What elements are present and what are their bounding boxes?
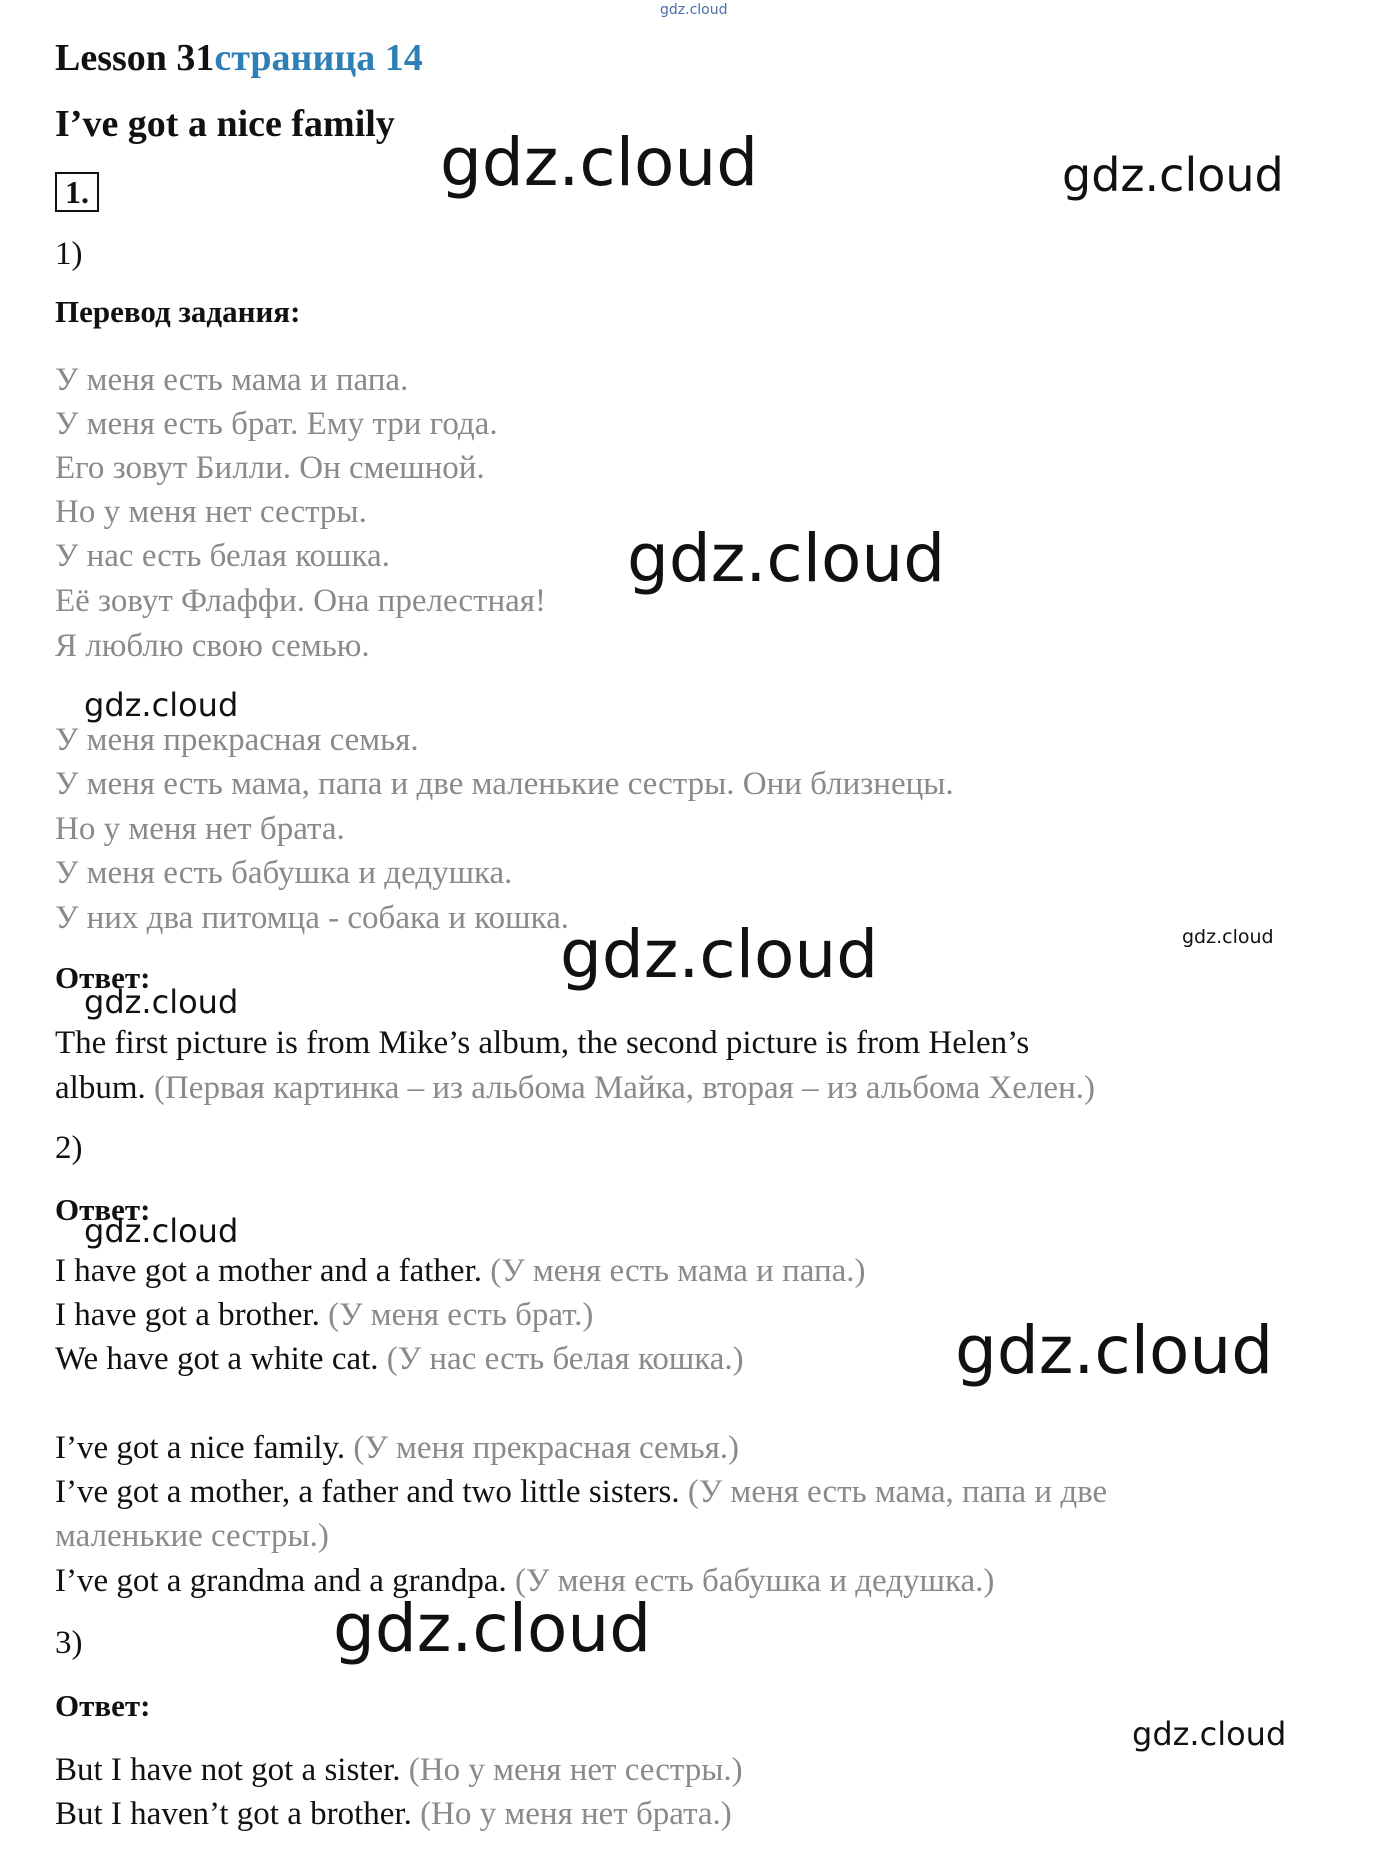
answer-ru: (У меня есть бабушка и дедушка.)	[514, 1563, 995, 1599]
translation-line: У них два питомца - собака и кошка.	[55, 900, 569, 936]
part2-label: 2)	[55, 1130, 83, 1166]
watermark: gdz.cloud	[955, 1312, 1274, 1389]
answer-ru: (У меня есть мама, папа и две	[687, 1474, 1108, 1510]
answer-line	[55, 1297, 593, 1334]
translation-line: Но у меня нет брата.	[55, 811, 345, 847]
answer-ru: (Но у меня нет брата.)	[420, 1796, 732, 1832]
watermark: gdz.cloud	[84, 686, 239, 724]
watermark-top: gdz.cloud	[660, 2, 728, 18]
translation-line: У меня есть брат. Ему три года.	[55, 406, 498, 442]
answer-en: But I haven’t got a brother.	[55, 1796, 412, 1832]
translation-heading: Перевод задания:	[55, 294, 301, 329]
translation-line: У меня прекрасная семья.	[55, 722, 419, 758]
answer-ru: (У меня есть брат.)	[328, 1297, 594, 1333]
watermark: gdz.cloud	[440, 124, 759, 201]
answer-en: album.	[55, 1070, 146, 1106]
answer-ru: (У нас есть белая кошка.)	[386, 1341, 744, 1377]
answer-line	[55, 1341, 744, 1378]
answer-en: I’ve got a mother, a father and two little sisters.	[55, 1474, 680, 1510]
translation-line: Её зовут Флаффи. Она прелестная!	[55, 583, 546, 619]
translation-line: У меня есть мама, папа и две маленькие сестры. Они близнецы.	[55, 766, 954, 802]
watermark: gdz.cloud	[1062, 148, 1284, 202]
watermark: gdz.cloud	[333, 1590, 652, 1667]
answer-line	[55, 1474, 1107, 1511]
answer-label: Ответ:	[55, 1192, 151, 1227]
part1-label: 1)	[55, 236, 83, 272]
watermark: gdz.cloud	[627, 520, 946, 597]
answer-ru: (Первая картинка – из альбома Майка, вторая – из альбома Хелен.)	[153, 1070, 1095, 1106]
page-title: I’ve got a nice family	[55, 103, 395, 145]
answer-label: Ответ:	[55, 1688, 151, 1723]
answer-ru: (У меня есть мама и папа.)	[490, 1253, 866, 1289]
answer-ru: (Но у меня нет сестры.)	[408, 1752, 743, 1788]
translation-line: У меня есть мама и папа.	[55, 362, 409, 398]
answer-line	[55, 1070, 1095, 1107]
answer-en: We have got a white cat.	[55, 1341, 379, 1377]
lesson-header	[55, 36, 423, 80]
translation-line: Его зовут Билли. Он смешной.	[55, 450, 485, 486]
answer-ru-continued: маленькие сестры.)	[55, 1518, 329, 1554]
watermark: gdz.cloud	[1182, 926, 1274, 948]
page-ref-link[interactable]: страница 14	[214, 37, 423, 79]
answer-label: Ответ:	[55, 960, 151, 995]
answer-line	[55, 1253, 866, 1290]
exercise-number-box: 1.	[55, 172, 99, 212]
answer-ru: (У меня прекрасная семья.)	[353, 1430, 740, 1466]
lesson-title: Lesson 31	[55, 37, 215, 79]
watermark: gdz.cloud	[84, 1212, 239, 1250]
watermark: gdz.cloud	[560, 916, 879, 993]
translation-line: У меня есть бабушка и дедушка.	[55, 855, 513, 891]
answer-en: I have got a brother.	[55, 1297, 320, 1333]
answer-line	[55, 1796, 732, 1833]
part3-label: 3)	[55, 1625, 83, 1661]
answer-line	[55, 1430, 739, 1467]
answer-line	[55, 1752, 743, 1789]
answer-en: I’ve got a grandma and a grandpa.	[55, 1563, 507, 1599]
translation-line: Но у меня нет сестры.	[55, 494, 367, 530]
watermark: gdz.cloud	[84, 983, 239, 1021]
translation-line: Я люблю свою семью.	[55, 628, 370, 664]
answer-en: I have got a mother and a father.	[55, 1253, 482, 1289]
answer-line: The first picture is from Mike’s album, the second picture is from Helen’s	[55, 1025, 1030, 1061]
translation-line: У нас есть белая кошка.	[55, 538, 390, 574]
answer-en: But I have not got a sister.	[55, 1752, 401, 1788]
watermark: gdz.cloud	[1132, 1715, 1287, 1753]
answer-en: I’ve got a nice family.	[55, 1430, 346, 1466]
